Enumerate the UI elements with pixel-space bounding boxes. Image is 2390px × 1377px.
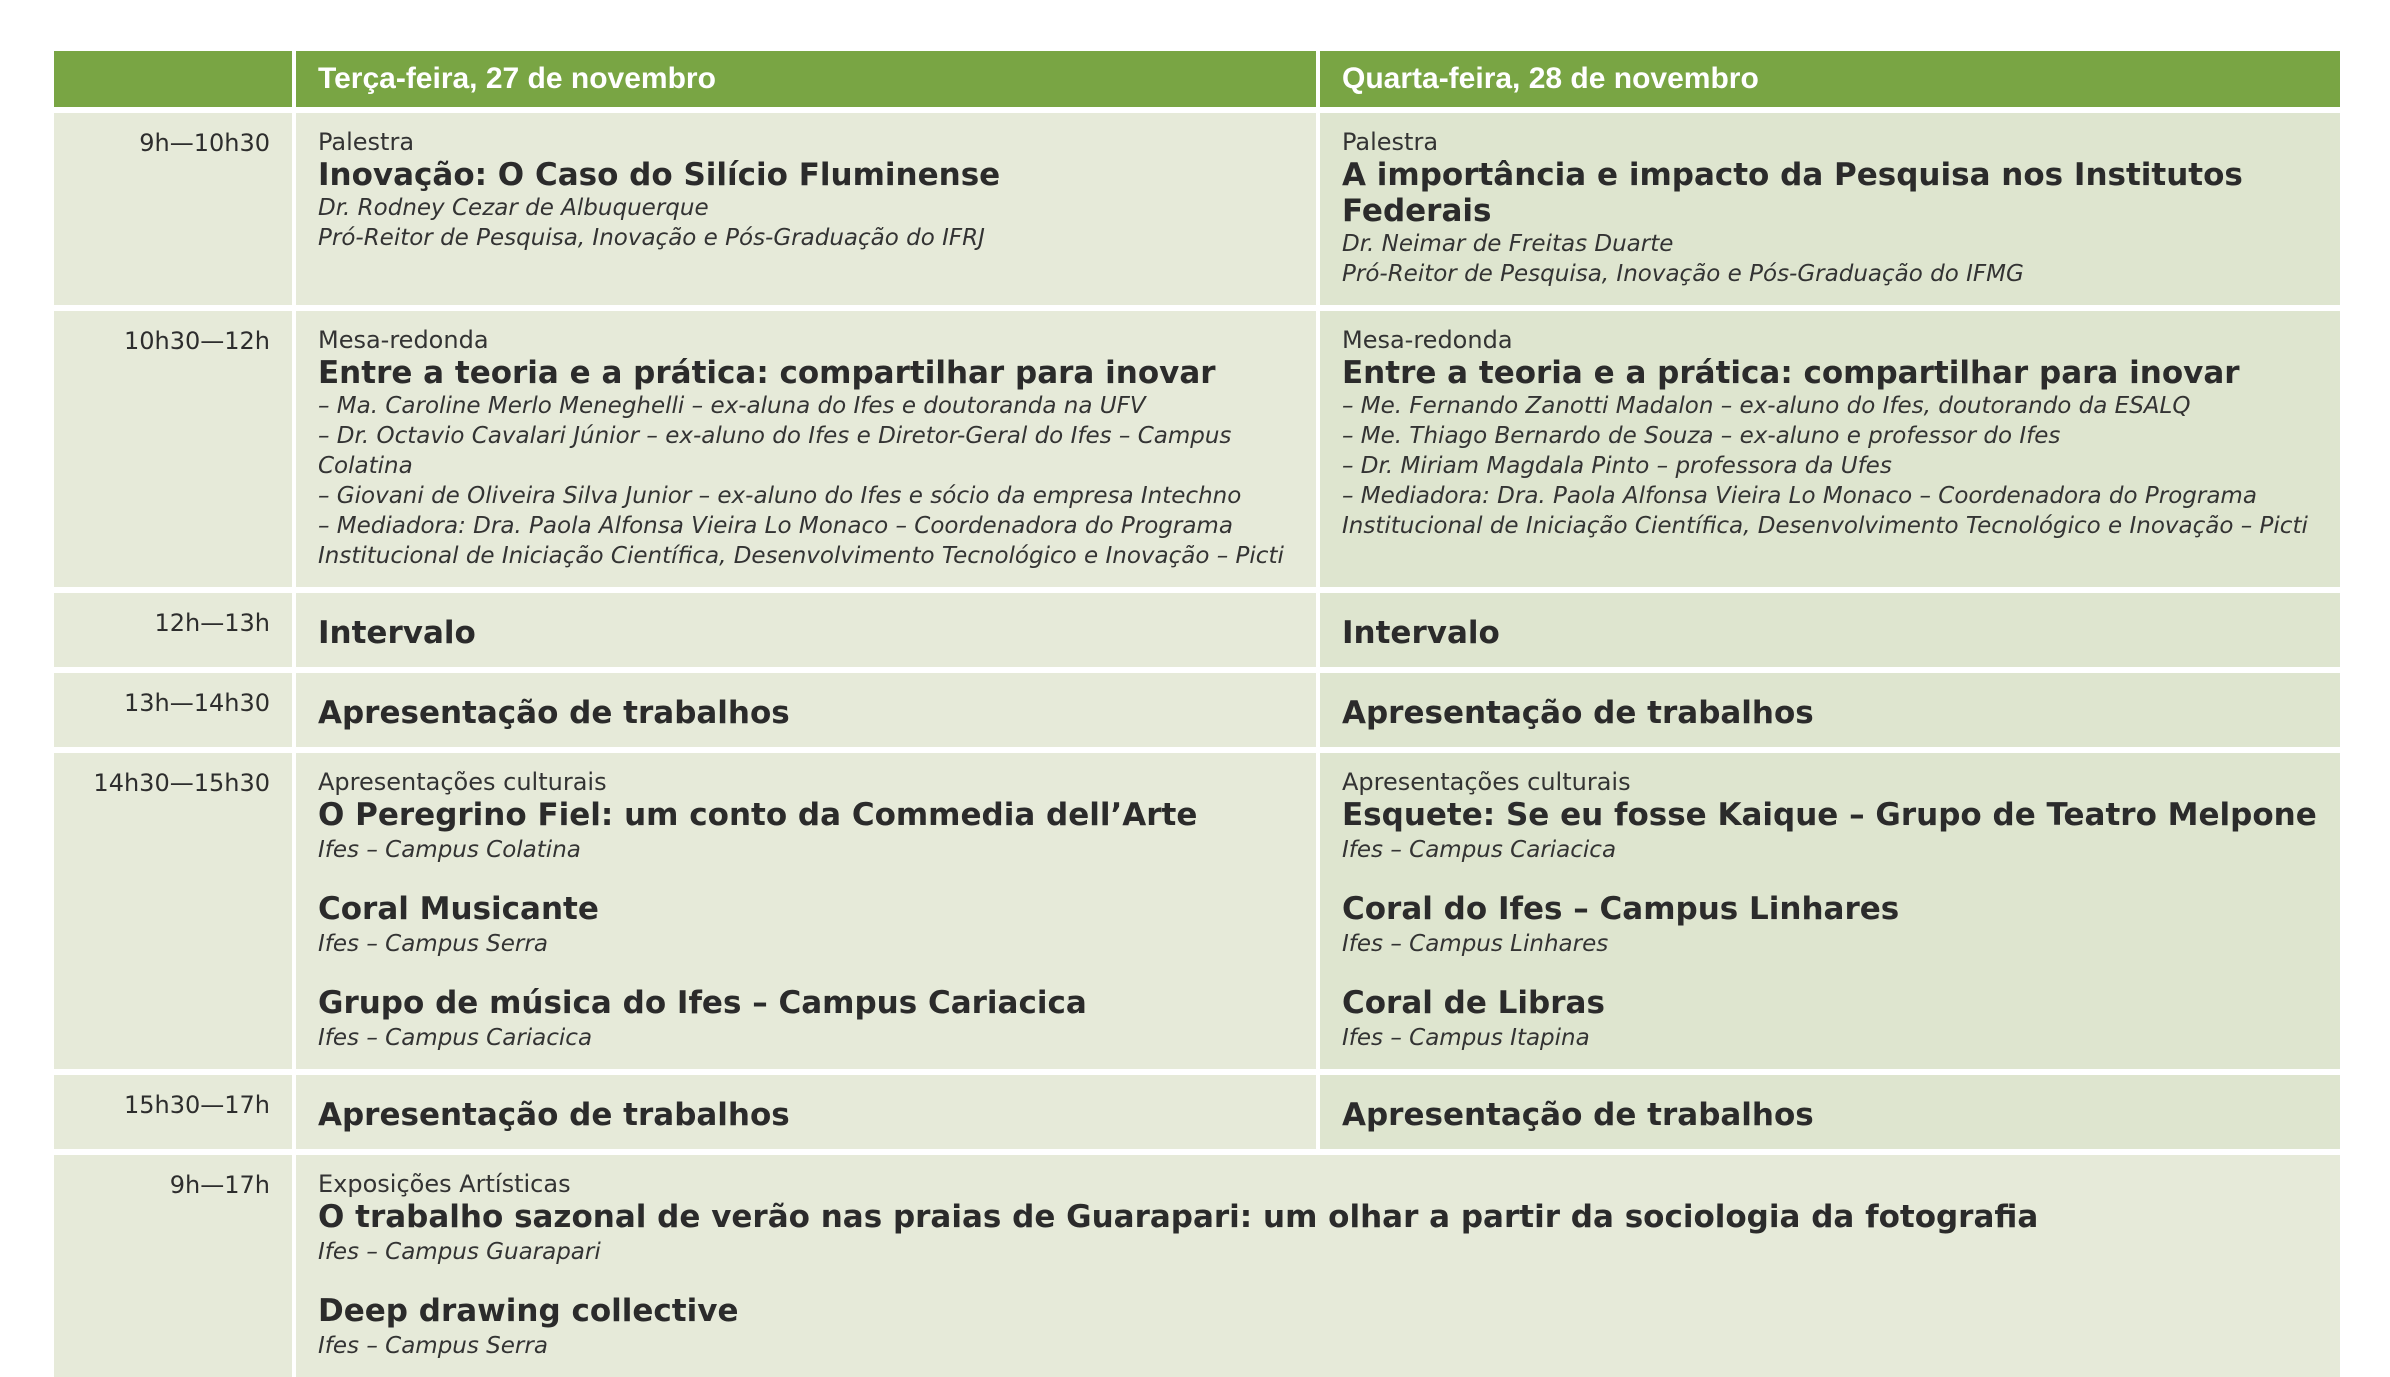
item-title: O Peregrino Fiel: um conto da Commedia dell’Arte [318, 797, 1198, 833]
list-item [318, 891, 1294, 959]
time-slot: 12h—13h [54, 593, 292, 667]
item-title: Deep drawing collective [318, 1293, 739, 1329]
session-cell-day2 [1320, 1075, 2340, 1149]
item-title: Coral Musicante [318, 891, 599, 927]
list-item [1342, 797, 2318, 865]
time-slot: 9h—10h30 [54, 113, 292, 305]
session-cell-day1 [296, 1075, 1316, 1149]
session-cell-day2 [1320, 593, 2340, 667]
list-item [318, 797, 1294, 865]
session-title: Apresentação de trabalhos [318, 1097, 790, 1133]
item-campus: Ifes – Campus Cariacica [318, 1025, 593, 1051]
participant-line: – Me. Fernando Zanotti Madalon – ex-aluno do Ifes, doutorando da ESALQ [1342, 393, 2191, 419]
session-title: Apresentação de trabalhos [1342, 1097, 1814, 1133]
speaker-role: Pró-Reitor de Pesquisa, Inovação e Pós-Graduação do IFMG [1342, 261, 2024, 287]
item-campus: Ifes – Campus Guarapari [318, 1239, 601, 1265]
item-campus: Ifes – Campus Colatina [318, 837, 581, 863]
session-title: Apresentação de trabalhos [318, 695, 790, 731]
session-cell-both-days [296, 1155, 2340, 1377]
session-type: Mesa-redonda [1342, 326, 1513, 354]
participant-line: – Mediadora: Dra. Paola Alfonsa Vieira Lo Monaco – Coordenadora do Programa [318, 513, 1233, 539]
session-cell-day2 [1320, 113, 2340, 305]
session-cell-day1 [296, 311, 1316, 587]
time-slot: 9h—17h [54, 1155, 292, 1377]
session-title: Inovação: O Caso do Silício Fluminense [318, 157, 1001, 193]
participant-line: – Giovani de Oliveira Silva Junior – ex-aluno do Ifes e sócio da empresa Intechno [318, 483, 1242, 509]
session-type: Mesa-redonda [318, 326, 489, 354]
session-cell-day2 [1320, 673, 2340, 747]
participant-line: – Me. Thiago Bernardo de Souza – ex-aluno e professor do Ifes [1342, 423, 2061, 449]
session-type: Exposições Artísticas [318, 1170, 571, 1198]
session-title: A importância e impacto da Pesquisa nos Institutos Federais [1342, 157, 2243, 229]
list-item [318, 985, 1294, 1053]
time-slot: 10h30—12h [54, 311, 292, 587]
participant-line: Institucional de Iniciação Científica, Desenvolvimento Tecnológico e Inovação – Picti [318, 543, 1284, 569]
session-type: Apresentações culturais [1342, 768, 1631, 796]
speaker-name: Dr. Rodney Cezar de Albuquerque [318, 195, 709, 221]
session-cell-day1 [296, 673, 1316, 747]
list-item [1342, 891, 2318, 959]
speaker-role: Pró-Reitor de Pesquisa, Inovação e Pós-Graduação do IFRJ [318, 225, 985, 251]
session-cell-day1 [296, 593, 1316, 667]
session-cell-day2 [1320, 311, 2340, 587]
time-slot: 14h30—15h30 [54, 753, 292, 1069]
item-title: O trabalho sazonal de verão nas praias de Guarapari: um olhar a partir da sociologia da fotografia [318, 1199, 2039, 1235]
list-item [318, 1199, 2318, 1267]
session-title: Intervalo [318, 615, 476, 651]
session-cell-day2 [1320, 753, 2340, 1069]
participant-line: – Dr. Miriam Magdala Pinto – professora da Ufes [1342, 453, 1892, 479]
item-campus: Ifes – Campus Itapina [1342, 1025, 1590, 1051]
time-slot: 15h30—17h [54, 1075, 292, 1149]
session-title: Entre a teoria e a prática: compartilhar para inovar [318, 355, 1216, 391]
session-cell-day1 [296, 113, 1316, 305]
participant-line: Institucional de Iniciação Científica, Desenvolvimento Tecnológico e Inovação – Picti [1342, 513, 2308, 539]
session-title: Entre a teoria e a prática: compartilhar para inovar [1342, 355, 2240, 391]
header-day-1: Terça-feira, 27 de novembro [296, 51, 1316, 107]
list-item [1342, 985, 2318, 1053]
item-title: Coral de Libras [1342, 985, 1605, 1021]
item-title: Coral do Ifes – Campus Linhares [1342, 891, 1900, 927]
header-day-2: Quarta-feira, 28 de novembro [1320, 51, 2340, 107]
item-campus: Ifes – Campus Linhares [1342, 931, 1609, 957]
item-title: Esquete: Se eu fosse Kaique – Grupo de Teatro Melpone [1342, 797, 2317, 833]
session-title: Intervalo [1342, 615, 1500, 651]
item-campus: Ifes – Campus Serra [318, 1333, 548, 1359]
session-type: Apresentações culturais [318, 768, 607, 796]
item-title: Grupo de música do Ifes – Campus Cariacica [318, 985, 1087, 1021]
list-item [318, 1293, 2318, 1361]
participant-line: – Dr. Octavio Cavalari Júnior – ex-aluno do Ifes e Diretor-Geral do Ifes – Campus Colatina [318, 423, 1232, 479]
schedule-table [54, 51, 2340, 1377]
item-campus: Ifes – Campus Cariacica [1342, 837, 1617, 863]
session-title: Apresentação de trabalhos [1342, 695, 1814, 731]
session-type: Palestra [318, 128, 415, 156]
session-cell-day1 [296, 753, 1316, 1069]
item-campus: Ifes – Campus Serra [318, 931, 548, 957]
speaker-name: Dr. Neimar de Freitas Duarte [1342, 231, 1674, 257]
participant-line: – Mediadora: Dra. Paola Alfonsa Vieira Lo Monaco – Coordenadora do Programa [1342, 483, 2257, 509]
header-time-column [54, 51, 292, 107]
session-type: Palestra [1342, 128, 1439, 156]
time-slot: 13h—14h30 [54, 673, 292, 747]
participant-line: – Ma. Caroline Merlo Meneghelli – ex-aluna do Ifes e doutoranda na UFV [318, 393, 1146, 419]
